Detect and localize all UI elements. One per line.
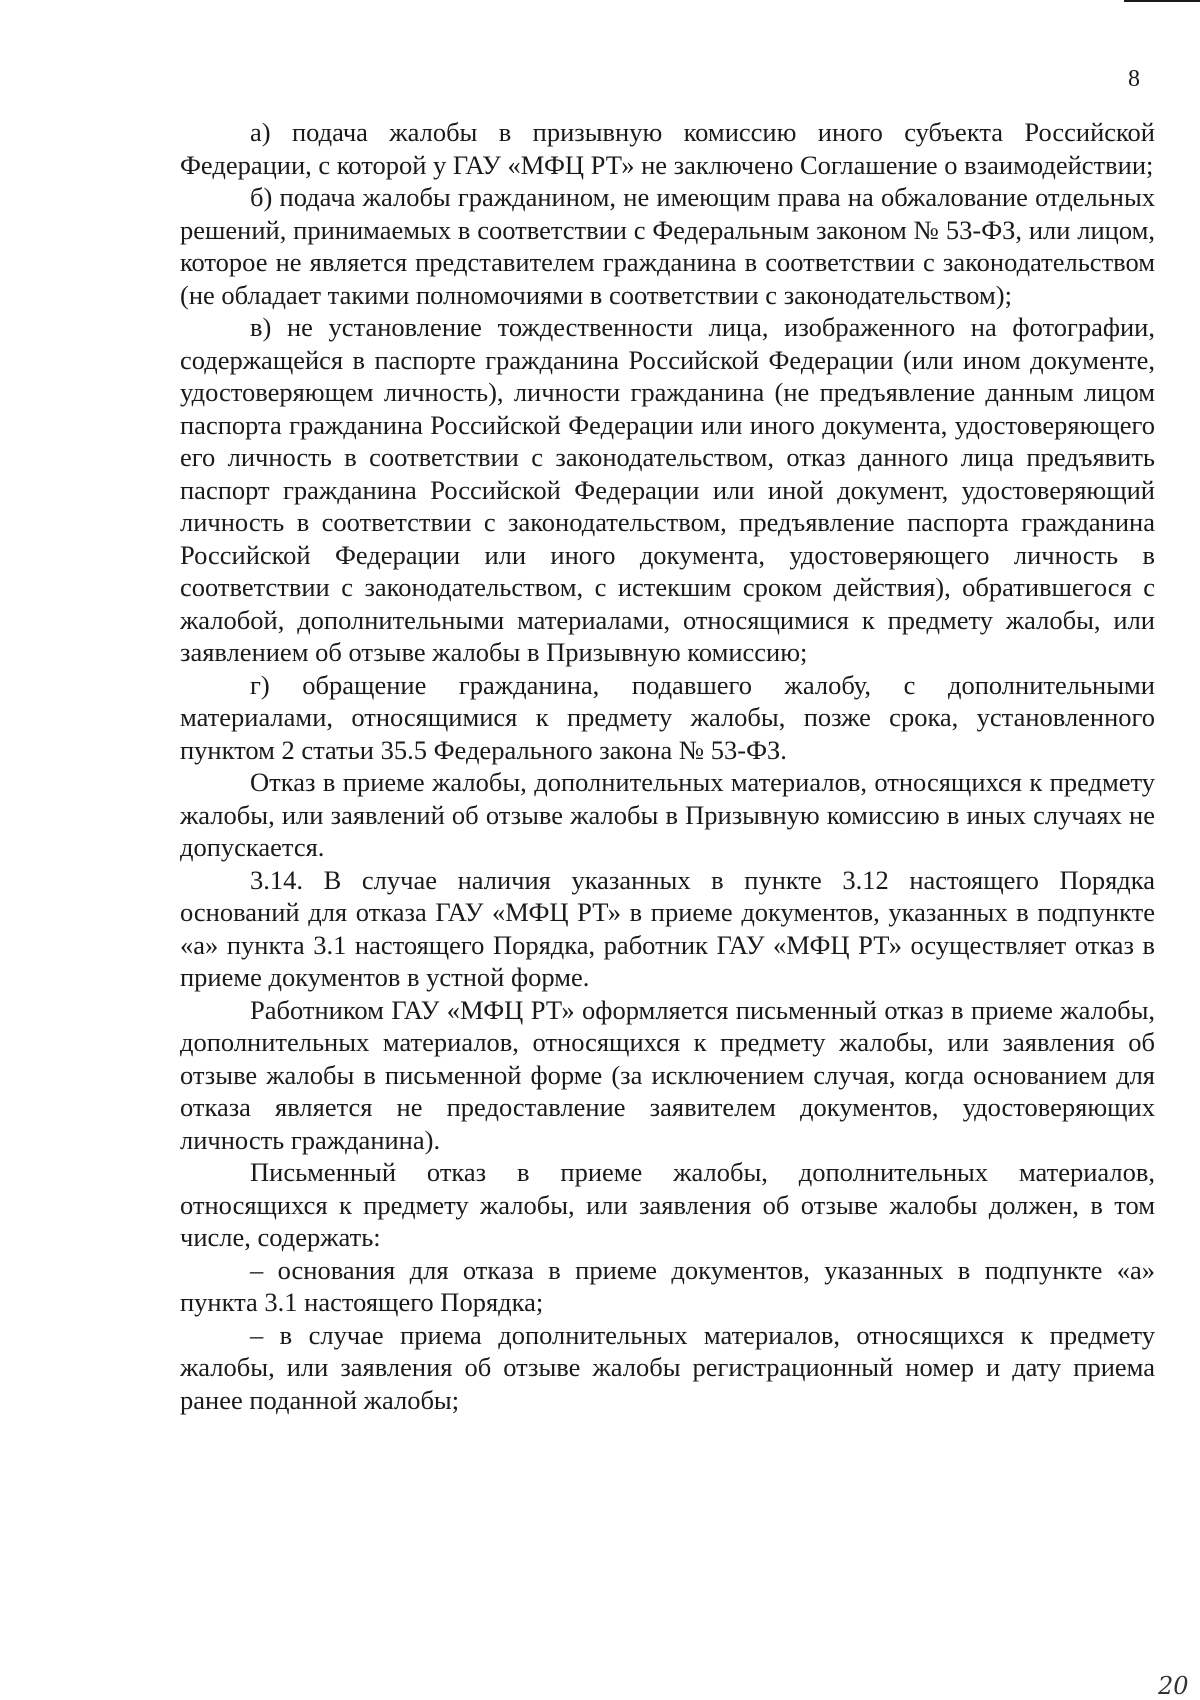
paragraph-3-14: 3.14. В случае наличия указанных в пункте 3.12 настоящего Порядка оснований для отказа ГАУ «МФЦ РТ» в приеме документов, указанных в подпункте «а» пункта 3.1 настоящего Порядка, работник ГАУ «МФЦ РТ» осуществляет отказ в приеме документов в устной форме. bbox=[180, 864, 1155, 992]
paragraph-item-a: а) подача жалобы в призывную комиссию иного субъекта Российской Федерации, с которой у ГАУ «МФЦ РТ» не заключено Соглашение о взаимодействии; bbox=[180, 117, 1155, 180]
paragraph-refusal-content: Письменный отказ в приеме жалобы, дополнительных материалов, относящихся к предмету жалобы, или заявления об отзыве жалобы должен, в том числе, содержать: bbox=[180, 1157, 1155, 1252]
paragraph-item-b: б) подача жалобы гражданином, не имеющим права на обжалование отдельных решений, принимаемых в соответствии с Федеральным законом № 53-ФЗ, или лицом, которое не является представителем гражданина в соответствии с законодательством (не обладает такими полномочиями в соответствии с законодательством); bbox=[180, 182, 1155, 310]
list-item-grounds: – основания для отказа в приеме документов, указанных в подпункте «а» пункта 3.1 настоящего Порядка; bbox=[180, 1254, 1155, 1317]
page-number: 8 bbox=[1128, 66, 1140, 92]
paragraph-item-g: г) обращение гражданина, подавшего жалобу, с дополнительными материалами, относящимися к предмету жалобы, позже срока, установленного пунктом 2 статьи 35.5 Федерального закона № 53-ФЗ. bbox=[180, 669, 1155, 765]
handwritten-page-mark: 20 bbox=[1158, 1672, 1189, 1700]
document-body bbox=[180, 116, 1155, 1416]
top-edge-rule bbox=[1124, 0, 1200, 2]
paragraph-refusal-other-cases: Отказ в приеме жалобы, дополнительных материалов, относящихся к предмету жалобы, или заявлений об отзыве жалобы в Призывную комиссию в иных случаях не допускается. bbox=[180, 767, 1155, 862]
paragraph-item-v: в) не установление тождественности лица, изображенного на фотографии, содержащейся в паспорте гражданина Российской Федерации (или ином документе, удостоверяющем личность), личности гражданина (не предъявление данным лицом паспорта гражданина Российской Федерации или иного документа, удостоверяющего его личность в соответствии с законодательством, отказ данного лица предъявить паспорт гражданина Российской Федерации или иной документ, удостоверяющий личность в соответствии с законодательством, предъявление паспорта гражданина Российской Федерации или иного документа, удостоверяющего личность в соответствии с законодательством, с истекшим сроком действия), обратившегося с жалобой, дополнительными материалами, относящимися к предмету жалобы, или заявлением об отзыве жалобы в Призывную комиссию; bbox=[180, 312, 1155, 667]
list-item-registration-number: – в случае приема дополнительных материалов, относящихся к предмету жалобы, или заявления об отзыве жалобы регистрационный номер и дату приема ранее поданной жалобы; bbox=[180, 1319, 1155, 1415]
paragraph-written-refusal: Работником ГАУ «МФЦ РТ» оформляется письменный отказ в приеме жалобы, дополнительных материалов, относящихся к предмету жалобы, или заявления об отзыве жалобы в письменной форме (за исключением случая, когда основанием для отказа является не предоставление заявителем документов, удостоверяющих личность гражданина). bbox=[180, 994, 1155, 1155]
